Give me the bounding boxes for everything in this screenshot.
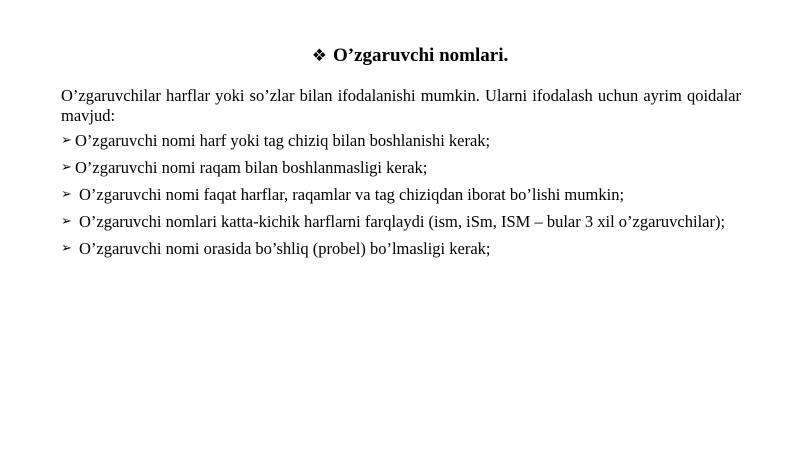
list-item xyxy=(61,158,741,178)
arrow-bullet-icon: ➢ xyxy=(61,133,72,148)
slide-title xyxy=(0,44,800,68)
list-item xyxy=(61,239,741,259)
list-item-text: O’zgaruvchi nomi orasida bo’shliq (probel) bo’lmasligi kerak; xyxy=(79,239,491,258)
list-item-text: O’zgaruvchi nomi harf yoki tag chiziq bilan boshlanishi kerak; xyxy=(75,131,491,150)
title-text: O’zgaruvchi nomlari. xyxy=(333,45,509,66)
list-item xyxy=(61,185,741,205)
arrow-bullet-icon: ➢ xyxy=(61,214,72,229)
arrow-bullet-icon: ➢ xyxy=(61,187,72,202)
arrow-bullet-icon: ➢ xyxy=(61,241,72,256)
arrow-bullet-icon: ➢ xyxy=(61,160,72,175)
intro-paragraph: O’zgaruvchilar harflar yoki so’zlar bilan ifodalanishi mumkin. Ularni ifodalash uchun ayrim qoidalar mavjud: xyxy=(61,86,741,125)
rules-list xyxy=(61,131,741,266)
list-item-text: O’zgaruvchi nomi raqam bilan boshlanmasligi kerak; xyxy=(75,158,428,177)
list-item-text: O’zgaruvchi nomi faqat harflar, raqamlar va tag chiziqdan iborat bo’lishi mumkin; xyxy=(79,185,625,204)
list-item xyxy=(61,131,741,151)
list-item-text: O’zgaruvchi nomlari katta-kichik harflarni farqlaydi (ism, iSm, ISM – bular 3 xil o’zgaruvchilar); xyxy=(79,212,726,231)
list-item xyxy=(61,212,741,232)
diamond-bullet-icon: ❖ xyxy=(311,46,328,65)
